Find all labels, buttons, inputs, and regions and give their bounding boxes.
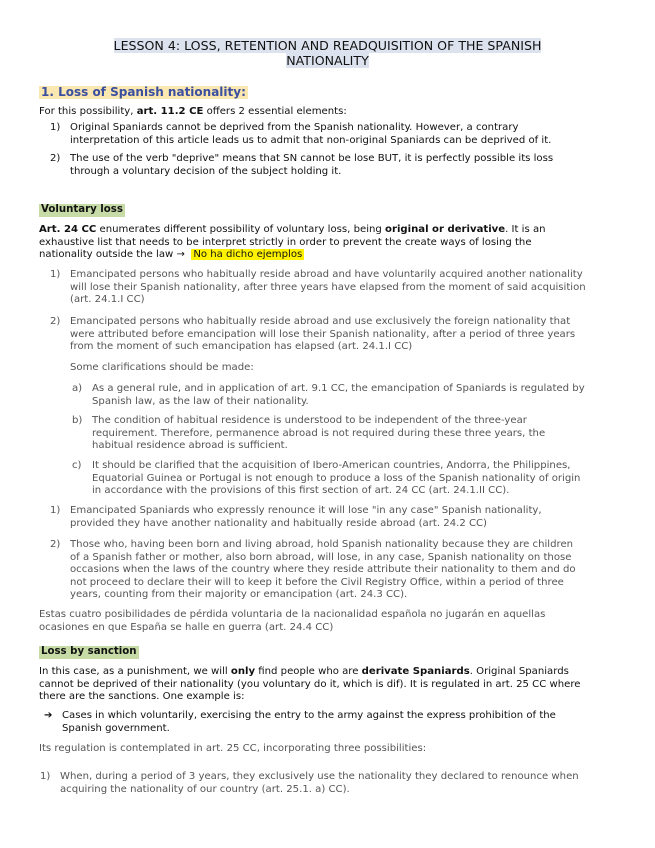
section-heading-loss: 1. Loss of Spanish nationality: <box>41 85 246 99</box>
spanish-note: Estas cuatro posibilidades de pérdida voluntaria de la nacionalidad española no jugarán en aquellas ocasiones en que España se halle en guerra (art. 24.4 CC) <box>39 609 546 633</box>
sanction-paragraph: In this case, as a punishment, we will only find people who are derivate Spaniards. Original Spaniards cannot be deprived of their nationality (you voluntary do it, which is dif). It is regulated in art. 25 CC where there are the sanctions. One example is: <box>39 666 581 703</box>
clarifications-intro: Some clarifications should be made: <box>70 362 254 373</box>
regulation-text: Its regulation is contemplated in art. 25 CC, incorporating three possibilities: <box>39 743 427 754</box>
voluntary-paragraph: Art. 24 CC enumerates different possibility of voluntary loss, being original or derivative. It is an exhaustive list that needs to be interpret strictly in order to prevent the create ways of losing the nationality outside the law → No ha dicho ejemplos <box>39 224 546 261</box>
document-page: LESSON 4: LOSS, RETENTION AND READQUISITION OF THE SPANISH NATIONALITY 1. Loss of Spanish nationality: For this possibility, art. 11.2 CE offers 2 essential elements: 1) Original Spaniards cannot be deprived from the Spanish nationality. However, a contrary interpretation of this article leads us to admit that non-original Spaniards can be deprived of it. 2) The use of the verb "deprive" means that SN cannot be lose BUT, it is perfectly possible its loss through a voluntary decision of the subject holding it. Voluntary loss Art. 24 CC enumerates different possibility of voluntary loss, being original or derivative. It is an exhaustive list that needs to be interpret strictly in order to prevent the create ways of losing the nationality outside the law → No ha dicho ejemplos 1) Emancipated persons who habitually reside abroad and have voluntarily acquired another nationality will lose their Spanish nationality, after three years have elapsed from the moment of said acquisition (art. 24.1.I CC) 2) Emancipated persons who habitually reside abroad and use exclusively the foreign nationality that were attributed before emancipation will lose their Spanish nationality, after a period of three years from the moment of such emancipation has elapsed (art. 24.1.I CC) Some clarifications should be made: a) As a general rule, and in application of art. 9.1 CC, the emancipation of Spaniards is regulated by Spanish law, as the law of their nationality. b) The condition of habitual residence is understood to be independent of the three-year requirement. Therefore, permanence abroad is not required during these three years, the habitual residence abroad is sufficient. c) It should be clarified that the acquisition of Ibero-American countries, Andorra, the Philippines, Equatorial Guinea or Portugal is not enough to produce a loss of the Spanish nationality of origin in accordance with the provisions of this first section of art. 24 CC (art. 24.1.II CC). 1) Emancipated Spaniards who expressly renounce it will lose "in any case" Spanish nationality, provided they have another nationality and habitually reside abroad (art. 24.2 CC) 2) Those who, having been born and living abroad, hold Spanish nationality because they are children of a Spanish father or mother, also born abroad, will lose, in any case, Spanish nationality on those occasions when the laws of the country where they reside attribute their nationality to them and do not proceed to declare their will to keep it before the Civil Registry Office, within a period of three years, counting from their majority or emancipation (art. 24.3 CC). Estas cuatro posibilidades de pérdida voluntaria de la nacionalidad española no jugarán en aquellas ocasiones en que España se halle en guerra (art. 24.4 CC) Loss by sanction In this case, as a punishment, we will only find people who are derivate Spaniards. Original Spaniards cannot be deprived of their nationality (you voluntary do it, which is dif). It is regulated in art. 25 CC where there are the sanctions. One example is: ➔ Cases in which voluntarily, exercising the entry to the army against the express prohibition of the Spanish government. Its regulation is contemplated in art. 25 CC, incorporating three possibilities: 1) When, during a period of 3 years, they exclusively use the nationality they declared to renounce when acquiring the nationality of our country (art. 25.1. a) CC). <box>0 0 655 848</box>
subheading-voluntary-loss: Voluntary loss <box>41 204 123 215</box>
page-title: LESSON 4: LOSS, RETENTION AND READQUISITION OF THE SPANISH NATIONALITY <box>113 38 542 68</box>
highlight-note: No ha dicho ejemplos <box>193 249 303 261</box>
section1-intro: For this possibility, art. 11.2 CE offers 2 essential elements: <box>39 106 347 117</box>
arrow-right-icon: → <box>176 249 185 261</box>
arrow-bullet-icon: ➔ <box>44 710 53 721</box>
subheading-loss-by-sanction: Loss by sanction <box>41 646 137 657</box>
